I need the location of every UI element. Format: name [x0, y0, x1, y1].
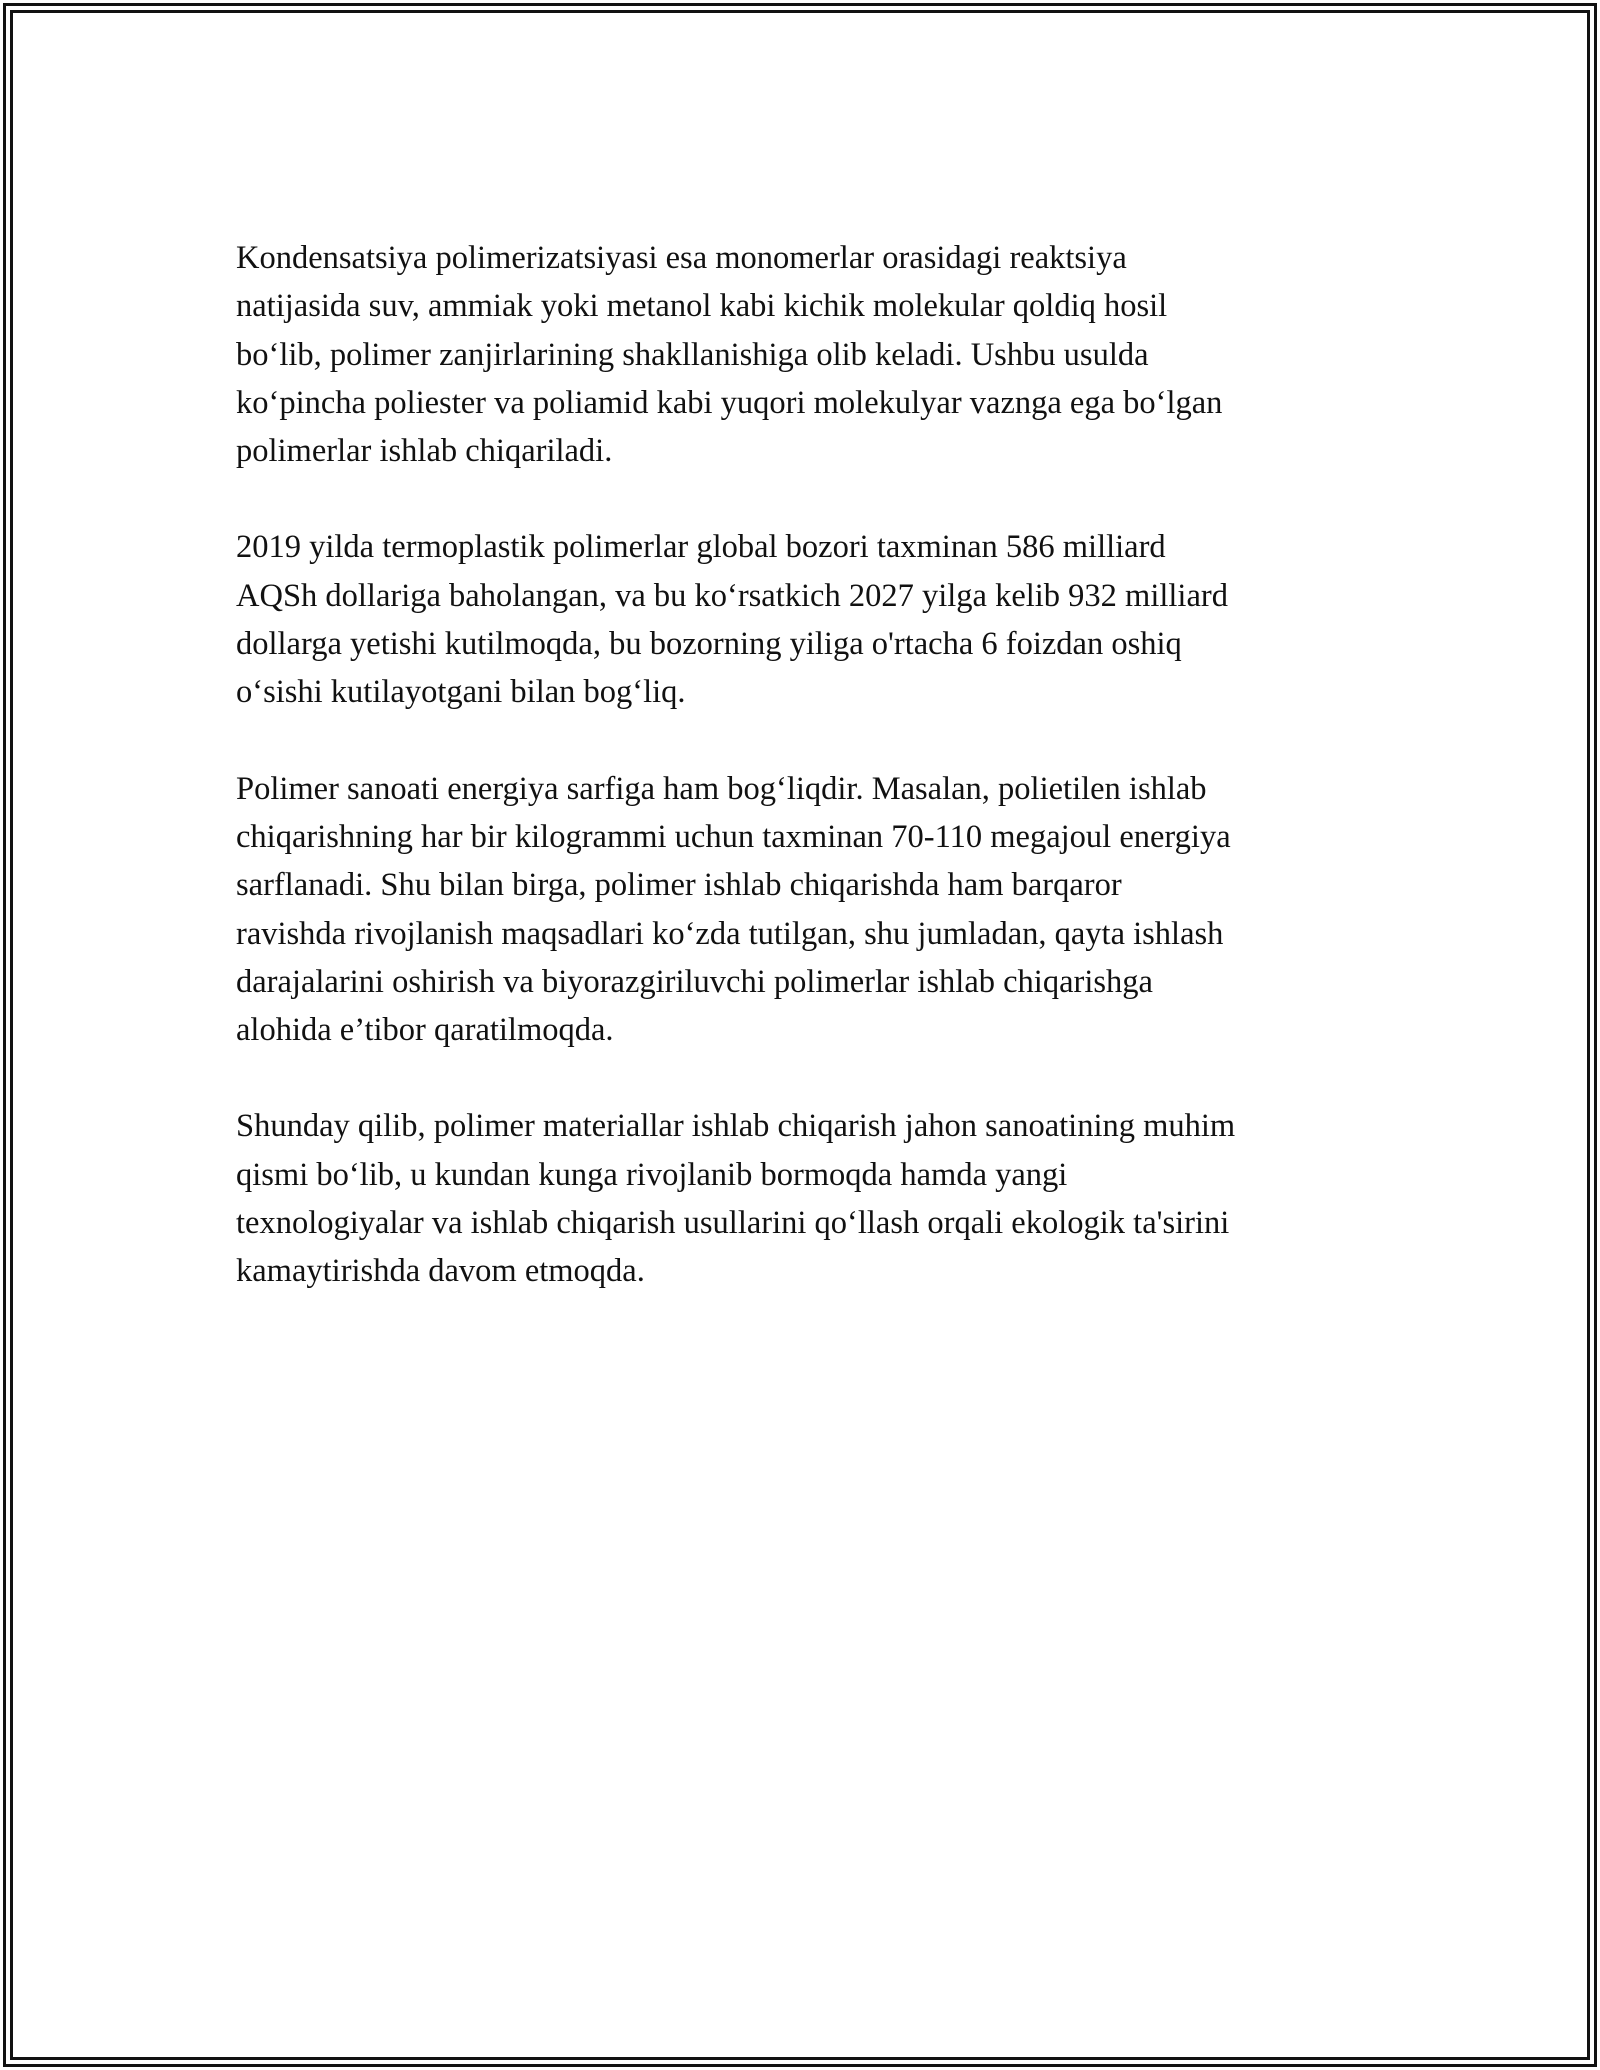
paragraph-conclusion: [236, 1102, 1376, 1295]
document-body: [236, 234, 1376, 1344]
text-line: kamaytirishda davom etmoqda.: [236, 1253, 645, 1290]
text-line: sarflanadi. Shu bilan birga, polimer ishlab chiqarishda ham barqaror: [236, 867, 1122, 904]
paragraph-market-value: [236, 523, 1376, 716]
text-line: darajalarini oshirish va biyorazgiriluvchi polimerlar ishlab chiqarishga: [236, 963, 1153, 1000]
text-line: chiqarishning har bir kilogrammi uchun taxminan 70-110 megajoul energiya: [236, 818, 1231, 855]
text-line: Shunday qilib, polimer materiallar ishlab chiqarish jahon sanoatining muhim: [236, 1108, 1236, 1145]
text-line: polimerlar ishlab chiqariladi.: [236, 433, 613, 470]
text-line: qismi bo‘lib, u kundan kunga rivojlanib bormoqda hamda yangi: [236, 1156, 1068, 1193]
paragraph-energy-consumption: [236, 765, 1376, 1055]
text-line: o‘sishi kutilayotgani bilan bog‘liq.: [236, 674, 686, 711]
paragraph-condensation-polymerization: [236, 234, 1376, 475]
text-line: natijasida suv, ammiak yoki metanol kabi kichik molekular qoldiq hosil: [236, 288, 1168, 325]
text-line: Kondensatsiya polimerizatsiyasi esa monomerlar orasidagi reaktsiya: [236, 240, 1127, 276]
text-line: AQSh dollariga baholangan, va bu ko‘rsatkich 2027 yilga kelib 932 milliard: [236, 577, 1228, 614]
text-line: alohida e’tibor qaratilmoqda.: [236, 1012, 614, 1049]
text-line: ravishda rivojlanish maqsadlari ko‘zda tutilgan, shu jumladan, qayta ishlash: [236, 915, 1224, 952]
text-line: ko‘pincha poliester va poliamid kabi yuqori molekulyar vaznga ega bo‘lgan: [236, 384, 1223, 421]
text-line: Polimer sanoati energiya sarfiga ham bog‘liqdir. Masalan, polietilen ishlab: [236, 770, 1207, 807]
text-line: 2019 yilda termoplastik polimerlar global bozori taxminan 586 milliard: [236, 529, 1166, 566]
text-line: texnologiyalar va ishlab chiqarish usullarini qo‘llash orqali ekologik ta'sirini: [236, 1205, 1230, 1242]
text-line: bo‘lib, polimer zanjirlarining shakllanishiga olib keladi. Ushbu usulda: [236, 336, 1149, 373]
text-line: dollarga yetishi kutilmoqda, bu bozorning yiliga o'rtacha 6 foizdan oshiq: [236, 626, 1182, 663]
